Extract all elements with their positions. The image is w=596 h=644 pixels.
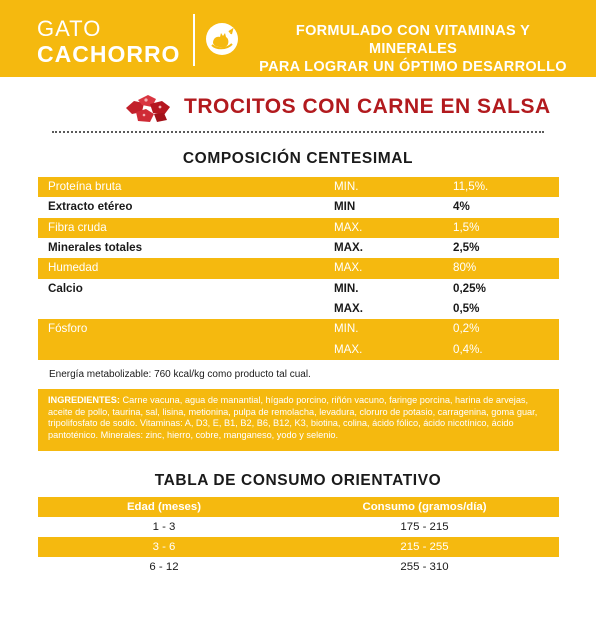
table-row	[38, 319, 559, 339]
consumption-table	[38, 497, 559, 577]
energy-note: Energía metabolizable: 760 kcal/kg como producto tal cual.	[49, 369, 311, 380]
header-divider	[193, 14, 195, 66]
age-header: Edad (meses)	[126, 501, 202, 513]
daily-amount: 175 - 215	[400, 521, 449, 533]
nutrient-name: Proteína bruta	[48, 180, 122, 193]
table-row	[38, 177, 559, 197]
nutrient-qualifier: MAX.	[334, 301, 363, 315]
daily-amount: 215 - 255	[400, 541, 449, 553]
header-banner	[0, 0, 596, 77]
meat-chunks-icon	[124, 92, 172, 124]
table-row	[38, 238, 559, 258]
age-range: 6 - 12	[149, 561, 179, 573]
kicker-label: GATO	[37, 16, 102, 41]
daily-amount: 255 - 310	[400, 561, 449, 573]
table-row	[38, 258, 559, 278]
table-row	[38, 218, 559, 238]
nutrient-value: 2,5%	[453, 240, 480, 254]
nutrient-value: 0,25%	[453, 281, 486, 295]
nutrient-name: Fósforo	[48, 322, 88, 336]
nutrient-value: 11,5%.	[453, 180, 489, 193]
nutrient-qualifier: MAX.	[334, 240, 363, 254]
composition-title: COMPOSICIÓN CENTESIMAL	[182, 150, 414, 167]
nutrient-value: 0,2%	[453, 322, 480, 336]
nutrient-qualifier: MAX.	[334, 261, 363, 275]
ingredients-text: Carne vacuna, agua de manantial, hígado porcino, riñón vacuno, faringe porcina, harina de arvejas, aceite de pollo, taurina, sal, lisina, metionina, pulpa de remolacha, levadura, cloruro de potasio, carragenina, goma guar, tripolifosfato de sodio. Vitaminas: A, D3, E, B1, B2, B6, B12, K3, biotina, colina, ácido fólico, ácido nicotínico, ácido pantoténico. Minerales: zinc, hierro, cobre, manganeso, yodo y selenio.	[48, 395, 538, 440]
nutrient-qualifier: MIN.	[334, 281, 359, 295]
table-header-row	[38, 497, 559, 517]
nutrient-value: 0,4%.	[453, 342, 483, 356]
nutrient-value: 80%	[453, 261, 477, 275]
composition-table	[38, 177, 559, 360]
table-row	[38, 517, 559, 537]
life-stage-label: CACHORRO	[37, 41, 181, 67]
amount-header: Consumo (gramos/día)	[362, 501, 487, 513]
table-row	[38, 197, 559, 217]
nutrient-qualifier: MAX.	[334, 342, 363, 356]
nutrient-name: Minerales totales	[48, 240, 143, 254]
nutrient-name: Extracto etéreo	[48, 200, 133, 214]
nutrient-qualifier: MIN.	[334, 180, 359, 193]
table-row	[38, 299, 559, 319]
claim-line-2: PARA LOGRAR UN ÓPTIMO DESARROLLO	[259, 59, 567, 75]
nutrient-value: 1,5%	[453, 220, 480, 234]
nutrient-name: Fibra cruda	[48, 220, 107, 234]
ingredients-box	[38, 389, 559, 451]
age-range: 1 - 3	[152, 521, 176, 533]
product-title: TROCITOS CON CARNE EN SALSA	[184, 95, 551, 118]
nutrient-qualifier: MAX.	[334, 220, 363, 234]
claim-line-1: FORMULADO CON VITAMINAS Y MINERALES	[295, 23, 531, 57]
nutrient-qualifier: MIN	[334, 200, 356, 214]
cat-growth-icon	[206, 23, 238, 55]
nutrient-value: 4%	[453, 200, 470, 214]
table-row	[38, 340, 559, 360]
table-row	[38, 557, 559, 577]
nutrient-qualifier: MIN.	[334, 322, 359, 336]
table-row	[38, 279, 559, 299]
consumption-title: TABLA DE CONSUMO ORIENTATIVO	[154, 472, 442, 489]
nutrient-name: Calcio	[48, 281, 83, 295]
nutrient-value: 0,5%	[453, 301, 480, 315]
table-row	[38, 537, 559, 557]
header-claim	[253, 22, 573, 76]
nutrient-name: Humedad	[48, 261, 99, 275]
ingredients-label: INGREDIENTES:	[48, 395, 120, 405]
dotted-divider	[52, 131, 544, 133]
age-range: 3 - 6	[152, 541, 176, 553]
